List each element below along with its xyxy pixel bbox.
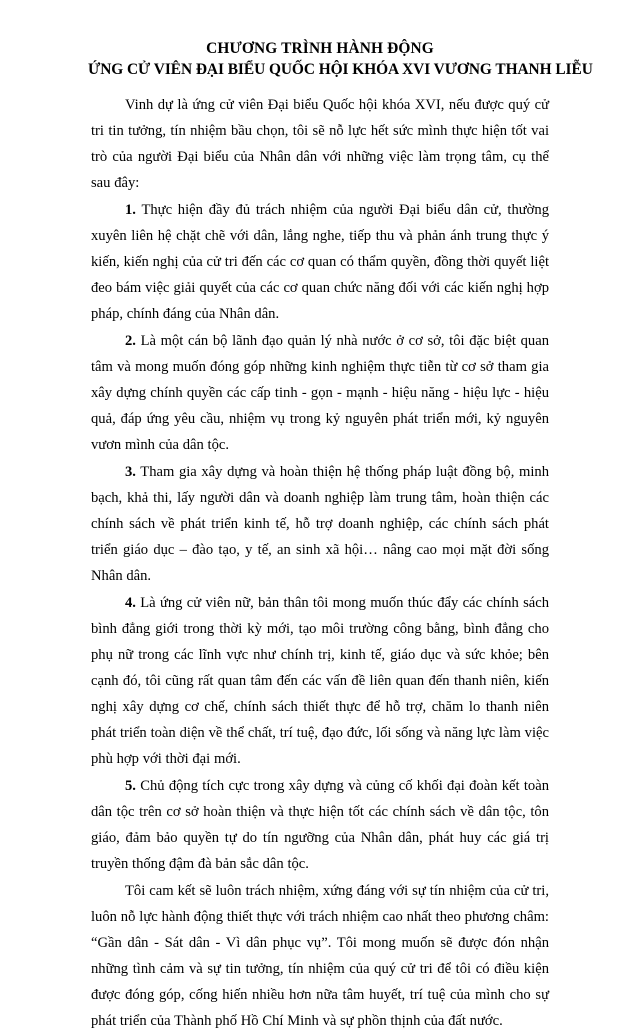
document-body — [88, 38, 593, 1035]
paragraph-item-2 — [91, 328, 549, 458]
paragraph-item-1 — [91, 197, 549, 327]
paragraph-closing — [91, 878, 549, 1035]
paragraph-number-5: 5. — [125, 777, 136, 794]
title-line-1: CHƯƠNG TRÌNH HÀNH ĐỘNG — [206, 40, 434, 57]
paragraph-text-1: Thực hiện đầy đủ trách nhiệm của người Đại biểu dân cử, thường xuyên liên hệ chặt chẽ với dân, lắng nghe, tiếp thu và phản ánh trung thực ý kiến, kiến nghị của cử tri đến các cơ quan có thẩm quyền, đồng thời quyết liệt đeo bám việc giải quyết của các cơ quan chức năng đối với các kiến nghị hợp pháp, chính đáng của Nhân dân. — [91, 201, 549, 323]
title-line-2: ỨNG CỬ VIÊN ĐẠI BIỂU QUỐC HỘI KHÓA XVI VƯƠNG THANH LIỄU — [88, 61, 593, 78]
paragraph-item-3 — [91, 459, 549, 589]
paragraph-number-4: 4. — [125, 594, 136, 611]
document-title — [88, 38, 593, 80]
paragraph-text-5: Chủ động tích cực trong xây dựng và củng cố khối đại đoàn kết toàn dân tộc trên cơ sở hoàn thiện và thực hiện tốt các chính sách về dân tộc, tôn giáo, đảm bảo quyền tự do tín ngưỡng của Nhân dân, phát huy các giá trị truyền thống đậm đà bản sắc dân tộc. — [91, 777, 549, 873]
paragraph-text-closing: Tôi cam kết sẽ luôn trách nhiệm, xứng đáng với sự tín nhiệm của cử tri, luôn nỗ lực hành động thiết thực với trách nhiệm cao nhất theo phương châm: “Gần dân - Sát dân - Vì dân phục vụ”. Tôi mong muốn sẽ được đón nhận những tình cảm và sự tin tưởng, tín nhiệm của quý cử tri để tôi có điều kiện được đóng góp, cống hiến nhiều hơn nữa tâm huyết, trí tuệ của mình cho sự phát triển của Thành phố Hồ Chí Minh và sự phồn thịnh của đất nước. — [91, 882, 549, 1030]
paragraph-text-2: Là một cán bộ lãnh đạo quản lý nhà nước ở cơ sở, tôi đặc biệt quan tâm và mong muốn đóng góp những kinh nghiệm thực tiễn từ cơ sở tham gia xây dựng chính quyền các cấp tinh - gọn - mạnh - hiệu năng - hiệu lực - hiệu quả, đáp ứng yêu cầu, nhiệm vụ trong kỷ nguyên phát triển mới, kỷ nguyên vươn mình của dân tộc. — [91, 332, 549, 454]
paragraph-text-3: Tham gia xây dựng và hoàn thiện hệ thống pháp luật đồng bộ, minh bạch, khả thi, lấy người dân và doanh nghiệp làm trung tâm, hoàn thiện các chính sách về phát triển kinh tế, hỗ trợ doanh nghiệp, các chính sách phát triển giáo dục – đào tạo, y tế, an sinh xã hội… nâng cao mọi mặt đời sống Nhân dân. — [91, 463, 549, 585]
paragraph-number-1: 1. — [125, 201, 136, 218]
paragraph-intro — [91, 92, 549, 196]
paragraph-text-4: Là ứng cử viên nữ, bản thân tôi mong muốn thúc đẩy các chính sách bình đẳng giới trong thời kỳ mới, tạo môi trường công bằng, bình đẳng cho phụ nữ trong các lĩnh vực như chính trị, kinh tế, giáo dục và sức khỏe; bên cạnh đó, tôi cũng rất quan tâm đến các vấn đề liên quan đến thanh niên, kiến nghị xây dựng cơ chế, chính sách thiết thực để hỗ trợ, chăm lo thanh niên phát triển toàn diện về thể chất, trí tuệ, đạo đức, lối sống và năng lực làm việc phù hợp với thời đại mới. — [91, 594, 549, 768]
paragraph-text-intro: Vinh dự là ứng cử viên Đại biểu Quốc hội khóa XVI, nếu được quý cử tri tin tưởng, tín nhiệm bầu chọn, tôi sẽ nỗ lực hết sức mình thực hiện tốt vai trò của người Đại biểu của Nhân dân với những việc làm trọng tâm, cụ thể sau đây: — [91, 97, 549, 192]
paragraph-item-5 — [91, 773, 549, 877]
paragraph-item-4 — [91, 590, 549, 773]
paragraph-number-3: 3. — [125, 463, 136, 480]
paragraph-number-2: 2. — [125, 332, 136, 349]
